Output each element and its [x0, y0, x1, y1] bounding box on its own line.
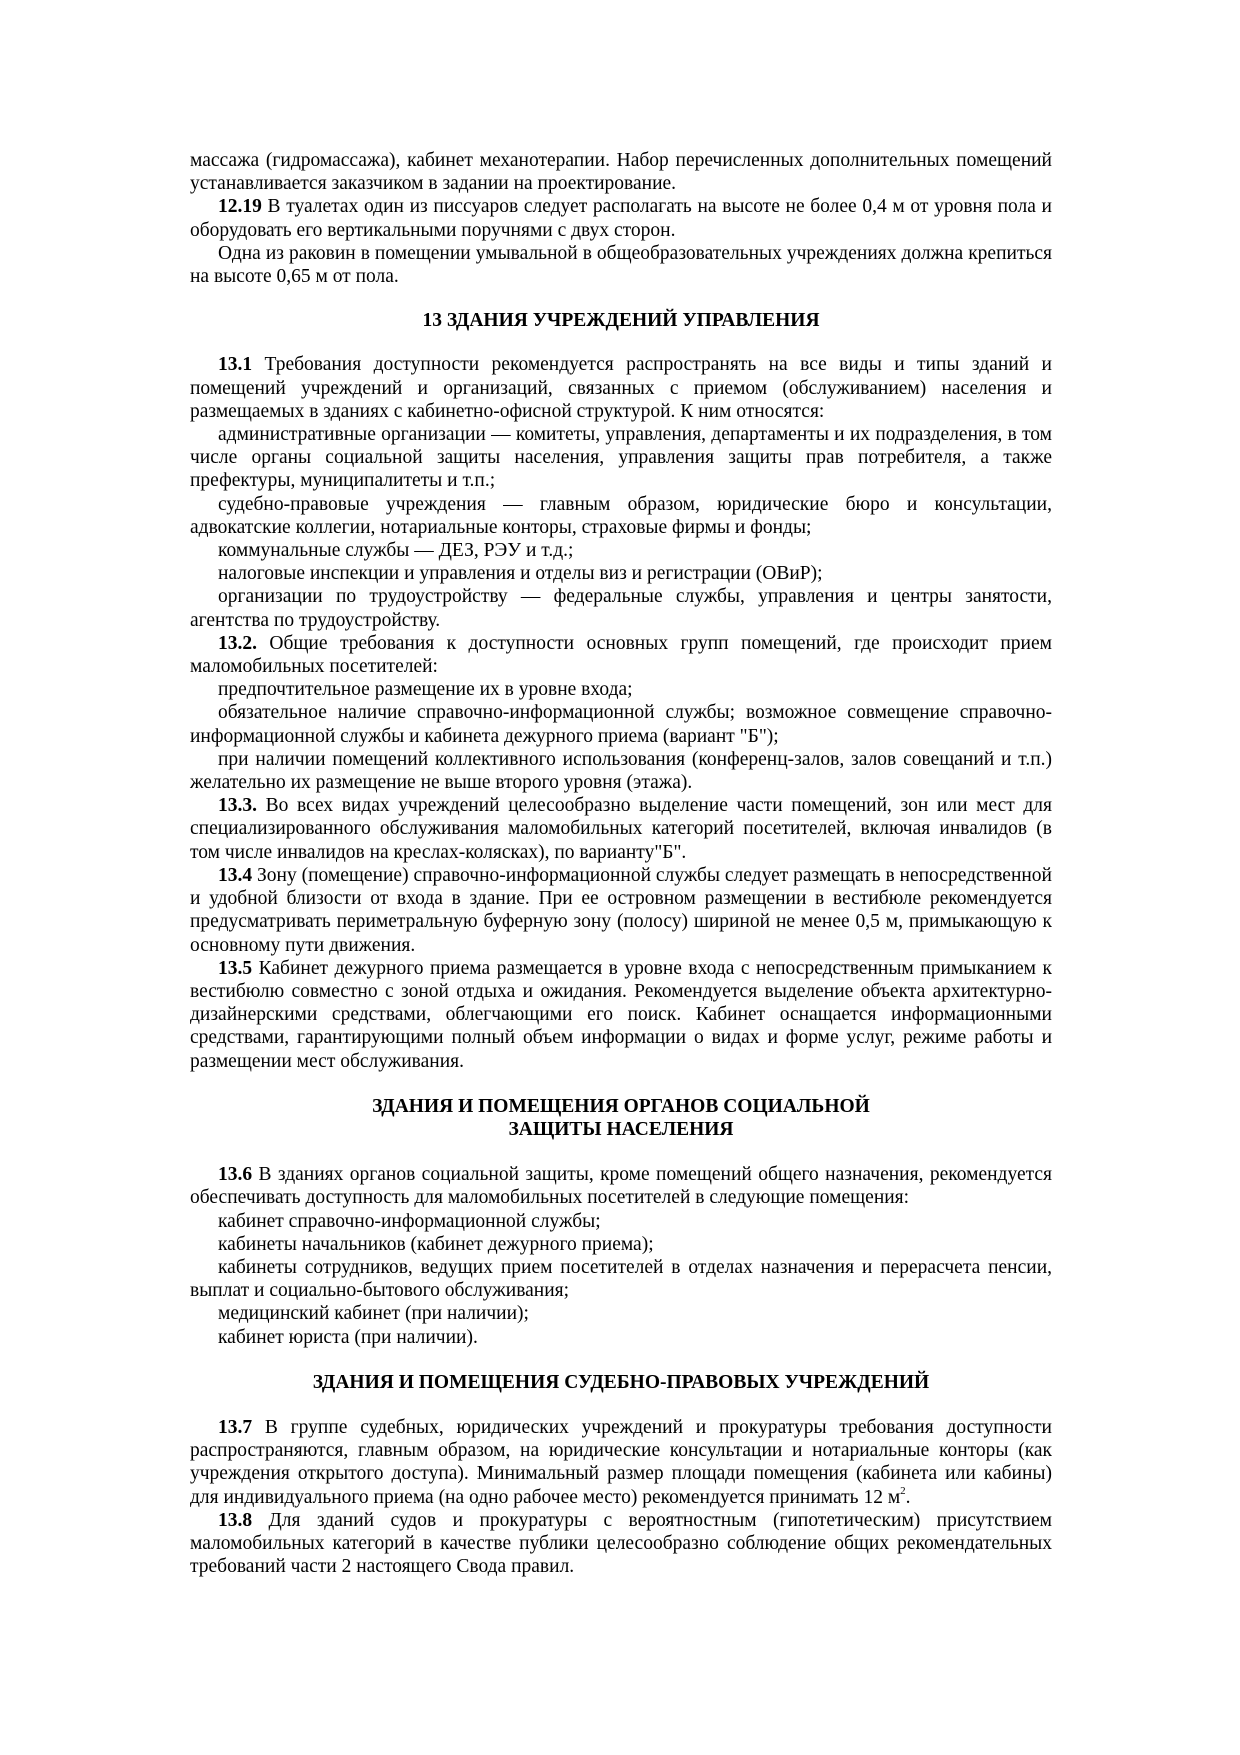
list-item: предпочтительное размещение их в уровне входа; — [218, 679, 633, 701]
heading-line: ЗДАНИЯ И ПОМЕЩЕНИЯ ОРГАНОВ СОЦИАЛЬНОЙ — [372, 1095, 870, 1117]
clause-end: . — [905, 1486, 911, 1508]
paragraph-washbasin: Одна из раковин в помещении умывальной в общеобразовательных учреждениях должна крепиться на высоте 0,65 м от пола. — [190, 242, 1052, 288]
clause-number: 13.6 — [218, 1164, 253, 1186]
paragraph-13-5 — [190, 957, 1052, 1073]
list-item: судебно-правовые учреждения — главным образом, юридические бюро и консультации, адвокатские коллегии, нотариальные конторы, страховые фирмы и фонды; — [190, 493, 1052, 538]
list-item: коммунальные службы — ДЕЗ, РЭУ и т.д.; — [218, 540, 574, 562]
clause-number: 13.7 — [218, 1416, 253, 1438]
section-heading-social — [190, 1095, 1052, 1141]
list-item: налоговые инспекции и управления и отделы виз и регистрации (ОВиР); — [218, 563, 823, 585]
list-item: кабинеты сотрудников, ведущих прием посетителей в отделах назначения и перерасчета пенсии, выплат и социально-бытового обслуживания; — [190, 1256, 1052, 1302]
section-heading-13: 13 ЗДАНИЯ УЧРЕЖДЕНИЙ УПРАВЛЕНИЯ — [422, 310, 820, 332]
clause-number: 13.8 — [218, 1509, 253, 1531]
list-item: медицинский кабинет (при наличии); — [218, 1303, 529, 1325]
clause-number: 13.5 — [218, 957, 253, 979]
clause-number: 13.4 — [218, 864, 253, 886]
list-item: кабинеты начальников (кабинет дежурного приема); — [218, 1233, 654, 1255]
list-item: административные организации — комитеты, управления, департаменты и их подразделения, в том числе органы социальной защиты населения, управления защиты прав потребителя, а также префектуры, муниципалитеты и т.п.; — [190, 424, 1052, 492]
list-item: кабинет юриста (при наличии). — [218, 1326, 478, 1348]
clause-text: Во всех видах учреждений целесообразно выделение части помещений, зон или мест для специализированного обслуживания маломобильных категорий посетителей, включая инвалидов (в том числе инвалидов на креслах-колясках), по варианту"Б". — [190, 795, 1052, 863]
clause-number: 13.3. — [218, 795, 257, 817]
clause-number: 13.1 — [218, 354, 253, 376]
clause-number: 12.19 — [218, 196, 262, 218]
clause-text: Для зданий судов и прокуратуры с вероятностным (гипотетическим) присутствием маломобильных категорий в качестве публики целесообразно соблюдение общих рекомендательных требований части 2 настоящего Свода правил. — [190, 1509, 1052, 1578]
section-heading-judicial: ЗДАНИЯ И ПОМЕЩЕНИЯ СУДЕБНО-ПРАВОВЫХ УЧРЕЖДЕНИЙ — [312, 1371, 930, 1393]
paragraph-13-4 — [190, 864, 1052, 957]
list-item: кабинет справочно-информационной службы; — [218, 1210, 601, 1232]
heading-line: ЗАЩИТЫ НАСЕЛЕНИЯ — [508, 1118, 734, 1140]
paragraph-13-1 — [190, 353, 1052, 423]
superscript: 2 — [900, 1485, 906, 1498]
paragraph-continuation: массажа (гидромассажа), кабинет механотерапии. Набор перечисленных дополнительных помещений устанавливается заказчиком в задании на проектирование. — [190, 150, 1052, 195]
paragraph-13-2 — [190, 632, 1052, 678]
list-item: обязательное наличие справочно-информационной службы; возможное совмещение справочно-информационной службы и кабинета дежурного приема (вариант "Б"); — [190, 702, 1052, 747]
paragraph-12-19 — [190, 195, 1052, 241]
paragraph-13-6 — [190, 1163, 1052, 1209]
clause-text: В зданиях органов социальной защиты, кроме помещений общего назначения, рекомендуется обеспечивать доступность для маломобильных посетителей в следующие помещения: — [190, 1164, 1052, 1209]
clause-text: В группе судебных, юридических учреждений и прокуратуры требования доступности распространяются, главным образом, на юридические консультации и нотариальные конторы (как учреждения открытого доступа). Минимальный размер площади помещения (кабинета или кабины) для индивидуального приема (на одно рабочее место) рекомендуется принимать 12 м — [190, 1416, 1052, 1508]
list-item: организации по трудоустройству — федеральные службы, управления и центры занятости, агентства по трудоустройству. — [190, 586, 1052, 631]
paragraph-13-8 — [190, 1509, 1052, 1579]
clause-number: 13.2. — [218, 632, 257, 654]
paragraph-13-7 — [190, 1416, 1052, 1509]
clause-text: Требования доступности рекомендуется распространять на все виды и типы зданий и помещений учреждений и организаций, связанных с приемом (обслуживанием) населения и размещаемых в зданиях с кабинетно-офисной структурой. К ним относятся: — [190, 354, 1052, 422]
paragraph-13-3 — [190, 794, 1052, 864]
clause-text: Кабинет дежурного приема размещается в уровне входа с непосредственным примыканием к вестибюлю совместно с зоной отдыха и ожидания. Рекомендуется выделение объекта архитектурно-дизайнерскими средствами, облегчающими его поиск. Кабинет оснащается информационными средствами, гарантирующими полный объем информации о видах и форме услуг, режиме работы и размещении мест обслуживания. — [190, 957, 1052, 1072]
list-item: при наличии помещений коллективного использования (конференц-залов, залов совещаний и т.п.) желательно их размещение не выше второго уровня (этажа). — [190, 748, 1052, 794]
clause-text: Общие требования к доступности основных групп помещений, где происходит прием маломобильных посетителей: — [190, 632, 1052, 678]
clause-text: В туалетах один из писсуаров следует располагать на высоте не более 0,4 м от уровня пола и оборудовать его вертикальными поручнями с двух сторон. — [190, 196, 1052, 241]
clause-text: Зону (помещение) справочно-информационной службы следует размещать в непосредственной и удобной близости от входа в здание. При ее островном размещении в вестибюле рекомендуется предусматривать периметральную буферную зону (полосу) шириной не менее 0,5 м, примыкающую к основному пути движения. — [190, 864, 1052, 956]
